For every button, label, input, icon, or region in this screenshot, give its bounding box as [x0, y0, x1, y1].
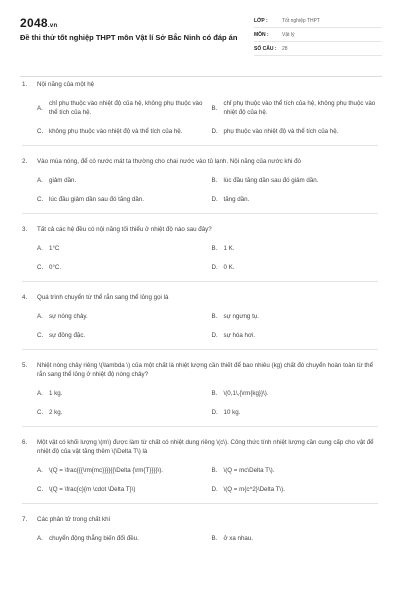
meta-value: Vật lý — [282, 31, 295, 38]
option-c[interactable] — [37, 263, 204, 272]
answer-options — [22, 99, 378, 136]
option-text: sự hóa hơi. — [223, 332, 256, 339]
option-letter: D. — [211, 196, 218, 203]
question-stem — [22, 157, 378, 166]
option-b[interactable] — [212, 389, 379, 398]
option-text: \(Q = m{c^2}\Delta T\). — [223, 486, 285, 493]
question-text: Vào mùa nóng, để có nước mát ta thường cho chai nước vào tủ lạnh. Nội năng của nước khi đó — [37, 158, 301, 165]
option-letter: D. — [211, 332, 218, 339]
option-b[interactable] — [212, 244, 379, 253]
option-c[interactable] — [37, 127, 204, 136]
option-text: 10 kg. — [223, 409, 241, 416]
option-letter: D. — [211, 264, 218, 271]
option-d[interactable] — [212, 408, 379, 417]
question-number: 6. — [22, 439, 28, 446]
option-text: sự đông đặc. — [49, 332, 86, 339]
option-letter: B. — [211, 313, 218, 320]
question-divider — [22, 281, 378, 282]
option-b[interactable] — [212, 534, 379, 543]
option-d[interactable] — [212, 485, 379, 494]
answer-options — [22, 312, 378, 340]
answer-options — [22, 176, 378, 204]
option-text: 1 kg. — [49, 390, 63, 397]
option-letter: A. — [37, 390, 43, 397]
option-text: \(0,1\,{\rm{kg}}\). — [223, 390, 269, 397]
option-a[interactable] — [37, 312, 204, 321]
logo-text: 2048 — [20, 16, 48, 30]
question-number: 1. — [22, 81, 28, 88]
option-c[interactable] — [37, 195, 204, 204]
document-title: Đề thi thử tốt nghiệp THPT môn Vật lí Sở Bắc Ninh có đáp án — [20, 33, 238, 42]
meta-label: SỐ CÂU : — [254, 45, 277, 52]
question-list — [22, 80, 378, 543]
option-text: giảm dần. — [49, 177, 77, 184]
option-letter: C. — [37, 409, 44, 416]
meta-label: LỚP : — [254, 17, 268, 24]
site-logo[interactable] — [20, 16, 57, 30]
option-a[interactable] — [37, 389, 204, 398]
question-number: 3. — [22, 226, 28, 233]
option-text: lúc đầu tăng dần sau đó giảm dần. — [223, 177, 319, 184]
question-6 — [22, 438, 378, 494]
option-letter: C. — [37, 196, 44, 203]
option-d[interactable] — [212, 127, 379, 136]
option-text: \(Q = \frac{c}{m \cdot \Delta T}\) — [49, 486, 136, 493]
option-letter: B. — [211, 245, 218, 252]
option-letter: A. — [37, 177, 43, 184]
option-a[interactable] — [37, 466, 204, 475]
option-letter: B. — [211, 467, 218, 474]
page-header — [20, 12, 382, 76]
meta-value: 28 — [282, 45, 288, 52]
question-stem — [22, 80, 378, 89]
option-b[interactable] — [212, 176, 379, 185]
option-a[interactable] — [37, 176, 204, 185]
option-text: 1 K. — [223, 245, 235, 252]
question-2 — [22, 157, 378, 204]
question-3 — [22, 225, 378, 272]
question-number: 2. — [22, 158, 28, 165]
question-number: 4. — [22, 294, 28, 301]
option-letter: C. — [37, 264, 44, 271]
question-text: Nhiệt nóng chảy riêng \(\lambda \) của một chất là nhiệt lượng cần thiết để bao nhiêu (kg) chất đó chuyển hoàn toàn từ thể rắn sang thể lỏng ở nhiệt độ nóng chảy? — [37, 362, 374, 378]
question-7 — [22, 515, 378, 543]
meta-row-count — [254, 42, 382, 56]
option-letter: D. — [211, 128, 218, 135]
option-text: lúc đầu giảm dần sau đó tăng dần. — [49, 196, 144, 203]
question-text: Nội năng của một hệ — [37, 81, 95, 88]
option-letter: B. — [211, 390, 218, 397]
question-text: Các phân tử trong chất khí — [37, 516, 111, 523]
option-letter: A. — [37, 313, 43, 320]
question-text: Một vật có khối lượng \(m\) được làm từ chất có nhiệt dung riêng \(c\). Công thức tính nhiệt lượng cần cung cấp cho vật để nhiệt độ của vật tăng thêm \(\Delta T\) là — [37, 439, 374, 455]
option-text: chỉ phụ thuộc vào nhiệt độ của hệ, không phụ thuộc vào thể tích của hệ. — [49, 100, 203, 116]
question-5 — [22, 361, 378, 417]
question-divider — [22, 145, 378, 146]
meta-row-subject — [254, 28, 382, 42]
question-4 — [22, 293, 378, 340]
option-text: chỉ phụ thuộc vào thể tích của hệ, không phụ thuộc vào nhiệt độ của hệ. — [223, 100, 376, 116]
question-divider — [22, 503, 378, 504]
question-stem — [22, 361, 378, 379]
logo-suffix: .vn — [47, 23, 58, 29]
option-text: sự nóng chảy. — [49, 313, 88, 320]
option-letter: C. — [37, 486, 44, 493]
meta-row-class — [254, 14, 382, 28]
question-text: Quá trình chuyển từ thể rắn sang thể lỏng gọi là — [37, 294, 169, 301]
option-letter: A. — [37, 245, 43, 252]
option-letter: B. — [211, 177, 218, 184]
option-letter: A. — [37, 104, 43, 112]
question-divider — [22, 426, 378, 427]
question-stem — [22, 438, 378, 456]
option-letter: B. — [211, 104, 218, 112]
question-stem — [22, 515, 378, 524]
option-letter: D. — [211, 409, 218, 416]
option-text: phụ thuộc vào nhiệt độ và thể tích của hệ. — [223, 128, 339, 135]
answer-options — [22, 466, 378, 494]
option-d[interactable] — [212, 195, 379, 204]
question-text: Tất cả các hệ đều có nội năng tối thiểu ở nhiệt độ nào sau đây? — [37, 226, 212, 233]
question-number: 5. — [22, 362, 28, 369]
option-d[interactable] — [212, 263, 379, 272]
question-1 — [22, 80, 378, 136]
question-number: 7. — [22, 516, 28, 523]
option-letter: B. — [211, 535, 218, 542]
meta-info — [254, 14, 382, 56]
option-c[interactable] — [37, 408, 204, 417]
option-text: 0°C. — [49, 264, 62, 271]
option-letter: C. — [37, 332, 44, 339]
question-stem — [22, 293, 378, 302]
answer-options — [22, 389, 378, 417]
option-letter: C. — [37, 128, 44, 135]
option-a[interactable] — [37, 534, 204, 543]
option-text: 0 K. — [223, 264, 235, 271]
option-b[interactable] — [212, 312, 379, 321]
answer-options — [22, 244, 378, 272]
question-stem — [22, 225, 378, 234]
option-c[interactable] — [37, 485, 204, 494]
option-text: không phụ thuộc vào nhiệt độ và thể tích của hệ. — [49, 128, 183, 135]
option-b[interactable] — [212, 466, 379, 475]
option-c[interactable] — [37, 331, 204, 340]
option-text: 2 kg. — [49, 409, 63, 416]
option-text: ở xa nhau. — [223, 535, 254, 542]
option-text: tăng dần. — [223, 196, 250, 203]
option-text: chuyển động thẳng biến đổi đều. — [49, 535, 139, 542]
option-d[interactable] — [212, 331, 379, 340]
option-text: \(Q = \frac{{{\rm{mc}}}}{{\Delta {\rm{T}}}}\). — [49, 467, 164, 474]
option-text: sự ngưng tụ. — [223, 313, 259, 320]
option-a[interactable] — [37, 99, 204, 117]
option-text: 1°C — [49, 245, 60, 252]
meta-value: Tốt nghiệp THPT — [282, 17, 320, 24]
question-divider — [22, 349, 378, 350]
option-letter: D. — [211, 486, 218, 493]
option-b[interactable] — [212, 99, 379, 117]
option-a[interactable] — [37, 244, 204, 253]
option-text: \(Q = mc\Delta T\). — [223, 467, 275, 474]
option-letter: A. — [37, 467, 43, 474]
header-divider — [20, 76, 382, 77]
answer-options — [22, 534, 378, 543]
option-letter: A. — [37, 535, 43, 542]
question-divider — [22, 213, 378, 214]
meta-label: MÔN : — [254, 31, 269, 38]
